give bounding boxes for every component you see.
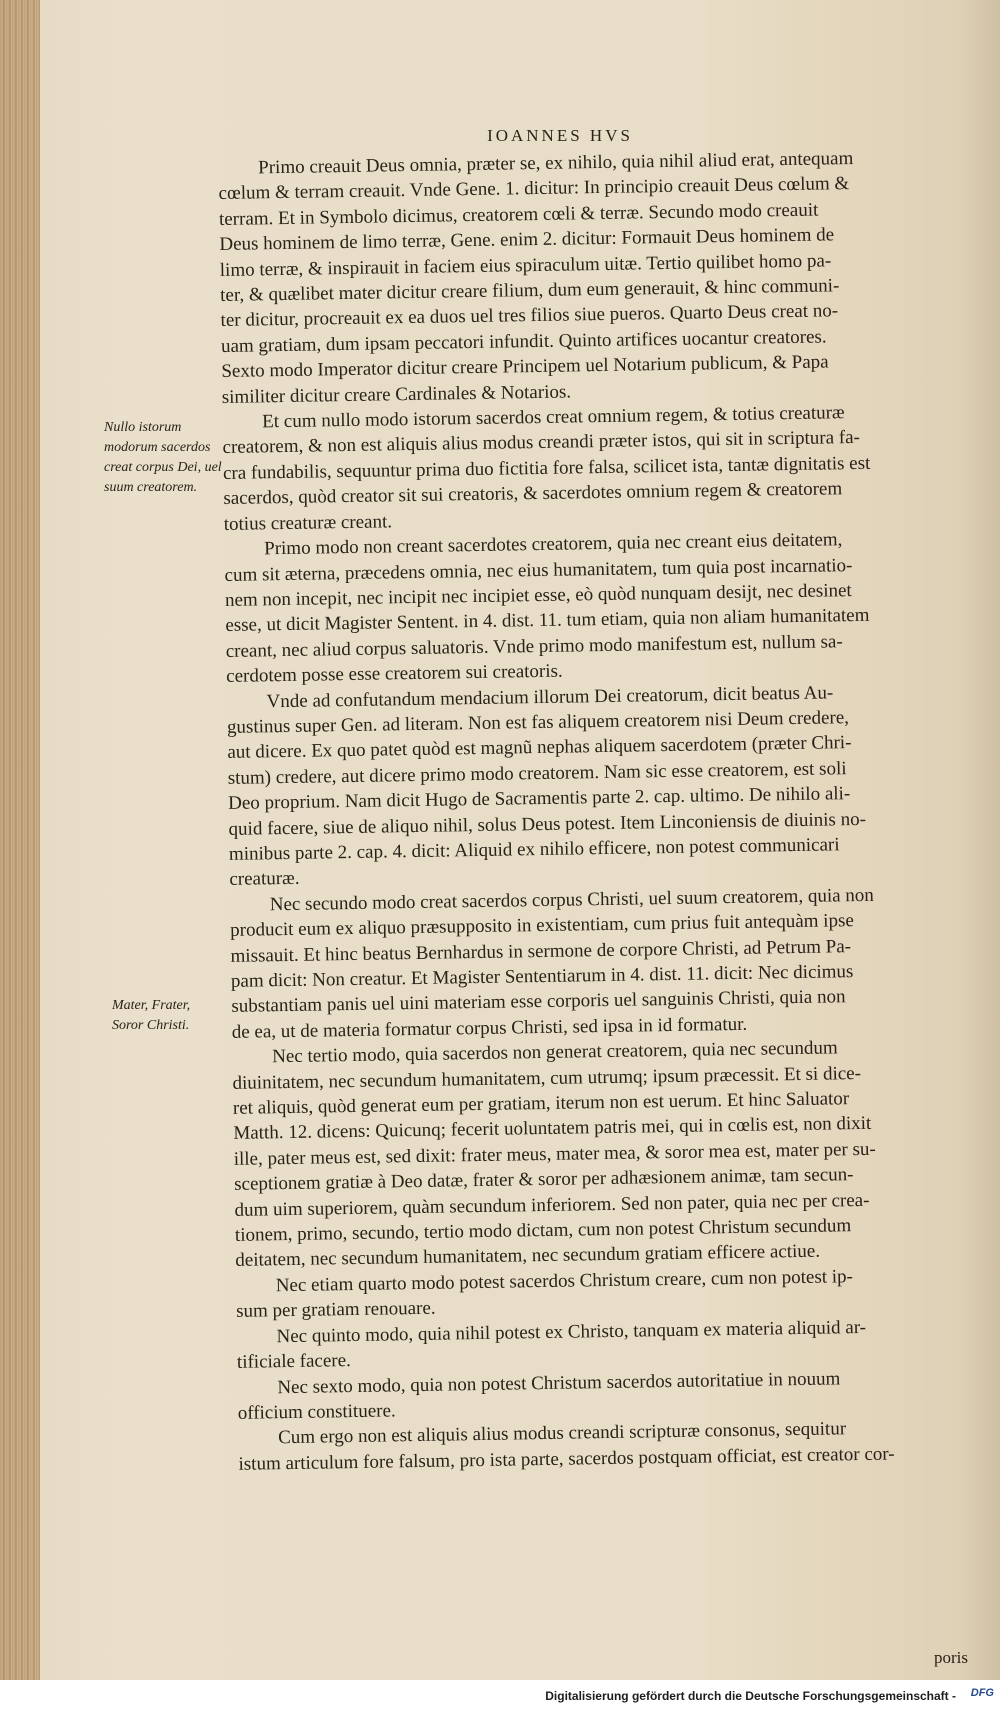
text-line: Nec secundo modo creat sacerdos corpus Christi, uel suum creatorem, quia non [269,884,874,916]
text-line: stum) credere, aut dicere primo modo creatorem. Nam sic esse creatorem, est soli [227,757,847,789]
footer-credit: Digitalisierung gefördert durch die Deutsche Forschungsgemeinschaft - [545,1689,956,1703]
text-line: istum articulum fore falsum, pro ista parte, sacerdos postquam officiat, est creator cor- [238,1443,895,1475]
text-line: sum per gratiam renouare. [235,1298,436,1323]
text-line: ret aliquis, quòd generat eum per gratiam, iterum non est uerum. Et hinc Saluator [232,1088,850,1119]
text-line: Nec sexto modo, quia non potest Christum sacerdos autoritatiue in nouum [277,1367,841,1398]
text-line: sacerdos, quòd creator sit sui creatoris, & sacerdotes omnium regem & creatorem [223,478,843,510]
text-line: totius creaturæ creant. [223,510,393,535]
text-line: creant, nec aliud corpus saluatoris. Vnde primo modo manifestum est, nullum sa- [225,630,843,662]
text-line: creaturæ. [229,868,300,891]
text-line: similiter dicitur creare Cardinales & Notarios. [221,381,572,408]
text-line: missauit. Et hinc beatus Bernhardus in sermone de corpore Christi, ad Petrum Pa- [230,935,852,967]
book-spine [0,0,40,1710]
text-line: quid facere, siue de aliquo nihil, solus Deus potest. Item Linconiensis de diuinis no- [228,808,867,840]
text-line: creatorem, & non est aliquis alius modus creandi præter istos, qui sit in scriptura fa- [222,427,861,459]
text-line: cerdotem posse esse creatorem sui creatoris. [226,660,563,688]
text-line: cum sit æterna, præcedens omnia, nec eius humanitatem, tum quia post incarnatio- [224,554,853,586]
text-line: Nec quinto modo, quia nihil potest ex Christo, tanquam ex materia aliquid ar- [276,1316,867,1347]
text-line: esse, ut dicit Magister Sentent. in 4. dist. 11. tum etiam, quia non aliam humanitatem [225,605,870,637]
text-line: uam gratiam, dum ipsam peccatori infundit. Quinto artifices uocantur creatores. [220,326,827,357]
text-line: gustinus super Gen. ad literam. Non est fas aliquem creatorem nisi Deum credere, [226,707,850,738]
text-line: sceptionem gratiæ à Deo datæ, frater & soror per adhæsionem animæ, tam secun- [233,1164,854,1196]
margin-note-2: Mater, Frater, Soror Christi. [112,998,191,1033]
text-line: Primo creauit Deus omnia, præter se, ex nihilo, quia nihil aliud erat, antequam [258,148,854,179]
text-line: tionem, primo, secundo, tertio modo dictam, cum non potest Christum secundum [234,1215,852,1246]
running-head: IOANNES HVS [487,126,633,145]
text-line: Deus hominem de limo terræ, Gene. enim 2. dicitur: Formauit Deus hominem de [219,224,835,256]
text-line: cra fundabilis, sequuntur prima duo fictitia fore falsa, scilicet ista, tantæ dignitatis est [222,452,871,484]
text-line: officium constituere. [237,1400,396,1424]
text-line: nem non incepit, nec incipit nec incipiet esse, eò quòd nunquam desijt, nec desinet [224,580,852,611]
text-line: ter, & quælibet mater dicitur creare filium, dum eum generauit, & hinc communi- [220,275,840,307]
text-line: substantiam panis uel uini materiam esse corporis uel sanguinis Christi, quia non [231,986,846,1018]
text-line: terram. Et in Symbolo dicimus, creatorem cœli & terræ. Secundo modo creauit [218,199,819,230]
text-line: producit eum ex aliquo præsupposito in existentiam, cum prius fuit antequàm ipse [230,910,854,942]
text-line: cœlum & terram creauit. Vnde Gene. 1. dicitur: In principio creauit Deus cœlum & [218,173,850,205]
text-line: de ea, ut de materia formatur corpus Christi, sed ipsa in id formatur. [231,1013,748,1043]
text-line: Deo proprium. Nam dicit Hugo de Sacramentis parte 2. cap. ultimo. De nihilo ali- [228,783,851,815]
text-line: Primo modo non creant sacerdotes creatorem, quia nec creant eius deitatem, [264,529,843,560]
text-line: minibus parte 2. cap. 4. dicit: Aliquid ex nihilo efficere, non potest communicari [228,834,840,865]
text-line: Cum ergo non est aliquis alius modus creandi scripturæ consonus, sequitur [277,1418,847,1449]
catchword: poris [934,1648,968,1667]
text-line: Nec etiam quarto modo potest sacerdos Christum creare, cum non potest ip- [275,1266,854,1297]
text-line: ille, pater meus est, sed dixit: frater meus, mater mea, & soror mea est, mater per su- [233,1138,876,1170]
text-line: Nec tertio modo, quia sacerdos non generat creatorem, quia nec secundum [271,1037,838,1068]
text-line: diuinitatem, nec secundum humanitatem, cum utrumq; ipsum præcessit. Et si dice- [232,1062,862,1094]
text-line: pam dicit: Non creatur. Et Magister Sententiarum in 4. dist. 11. dicit: Nec dicimus [230,961,854,992]
text-line: Matth. 12. dicens: Quicunq; fecerit uoluntatem patris mei, qui in cœlis est, non dixit [233,1113,872,1145]
text-line: Sexto modo Imperator dicitur creare Principem uel Notarium publicum, & Papa [221,351,829,383]
text-line: dum uim superiorem, quàm secundum inferiorem. Sed non pater, quia nec per crea- [234,1189,870,1221]
text-line: tificiale facere. [236,1350,352,1373]
digitization-footer [0,1680,1000,1710]
margin-note-1: Nullo istorum modorum sacerdos creat corpus Dei, uel suum creatorem. [104,420,222,495]
text-line: ter dicitur, procreauit ex ea duos uel tres filios siue pueros. Quarto Deus creat no- [220,300,839,332]
body-text [218,144,979,1477]
text-line: Et cum nullo modo istorum sacerdos creat omnium regem, & totius creaturæ [262,402,845,433]
dfg-logo-icon: DFG [970,1687,994,1699]
text-line: aut dicere. Ex quo patet quòd est magnũ nephas aliquem sacerdotem (præter Chri- [227,732,852,764]
text-line: limo terræ, & inspirauit in faciem eius spiraculum uitæ. Tertio quilibet homo pa- [219,250,832,281]
text-line: deitatem, nec secundum humanitatem, nec secundum gratiam efficere actiue. [235,1241,821,1272]
text-line: Vnde ad confutandum mendacium illorum Dei creatorum, dicit beatus Au- [266,681,834,712]
